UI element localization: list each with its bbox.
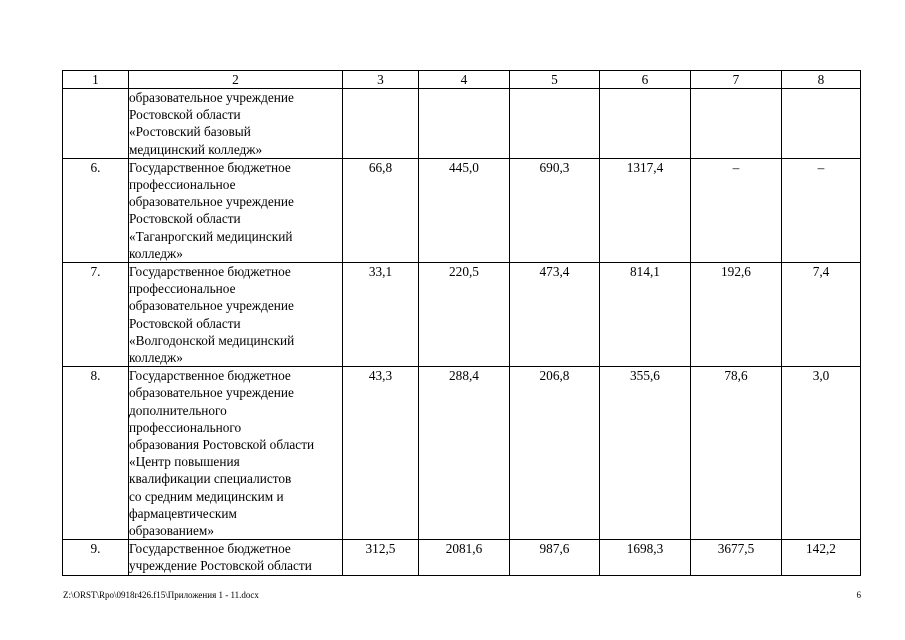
value-cell [782,89,861,159]
column-header: 8 [782,71,861,89]
table-row [63,367,861,540]
institution-name-line: образовательное учреждение [129,298,294,314]
institution-name-line: Государственное бюджетное [129,368,291,384]
row-number-cell: 7. [63,263,129,367]
value-cell: 1698,3 [600,540,691,575]
value-cell: 3677,5 [691,540,782,575]
institution-name-line: Государственное бюджетное [129,264,291,280]
institution-name-cell [129,540,343,575]
table-row [63,89,861,159]
institution-name-line: образовательное учреждение [129,90,294,105]
table-row [63,263,861,367]
institution-name-line: образованием» [129,523,214,539]
row-number-cell: 9. [63,540,129,575]
institution-name-line: профессиональное [129,281,236,297]
value-cell [510,89,600,159]
row-number-cell: 6. [63,158,129,262]
institution-name-line: образования Ростовской области [129,437,315,453]
column-header: 2 [129,71,343,89]
value-cell: 43,3 [343,367,419,540]
institution-name-cell [129,263,343,367]
value-cell [343,89,419,159]
column-header: 1 [63,71,129,89]
institution-name-line: медицинский колледж» [129,141,263,157]
institution-name-line: со средним медицинским и [129,488,284,504]
file-path: Z:\ORST\Rpo\0918r426.f15\Приложения 1 - 11.docx [63,590,259,600]
value-cell: 288,4 [419,367,510,540]
institution-name-line: профессиональное [129,177,236,193]
value-cell: 2081,6 [419,540,510,575]
institution-name-line: образовательное учреждение [129,385,294,401]
institution-name-line: колледж» [129,245,183,261]
value-cell: 355,6 [600,367,691,540]
institution-name-line: квалификации специалистов [129,471,292,487]
value-cell [419,89,510,159]
value-cell: 78,6 [691,367,782,540]
institution-name-line: «Таганрогский медицинский [129,228,293,244]
column-header: 6 [600,71,691,89]
column-header: 7 [691,71,782,89]
table-row [63,540,861,575]
value-cell: 7,4 [782,263,861,367]
row-number-cell: 8. [63,367,129,540]
value-cell: 142,2 [782,540,861,575]
institution-name-line: колледж» [129,350,183,366]
value-cell: 192,6 [691,263,782,367]
column-header: 5 [510,71,600,89]
institution-name-line: профессионального [129,419,242,435]
value-cell: 33,1 [343,263,419,367]
data-table [62,70,861,576]
institution-name-line: Государственное бюджетное [129,159,291,175]
value-cell: 206,8 [510,367,600,540]
institution-name-line: учреждение Ростовской области [129,558,312,574]
row-number-cell [63,89,129,159]
table-header-row [63,71,861,89]
institution-name-cell [129,367,343,540]
institution-name-line: дополнительного [129,402,227,418]
value-cell: 1317,4 [600,158,691,262]
institution-name-line: «Волгодонской медицинский [129,332,295,348]
value-cell: 312,5 [343,540,419,575]
value-cell: – [691,158,782,262]
value-cell [600,89,691,159]
column-header: 4 [419,71,510,89]
value-cell: 814,1 [600,263,691,367]
institution-name-line: фармацевтическим [129,505,237,521]
column-header: 3 [343,71,419,89]
institution-name-line: образовательное учреждение [129,194,294,210]
institution-name-line: Ростовской области [129,107,241,123]
table-row [63,158,861,262]
value-cell: 987,6 [510,540,600,575]
value-cell: – [782,158,861,262]
value-cell: 473,4 [510,263,600,367]
institution-name-cell [129,158,343,262]
value-cell: 3,0 [782,367,861,540]
institution-name-line: Государственное бюджетное [129,541,291,557]
institution-name-line: Ростовской области [129,315,241,331]
institution-name-line: «Ростовский базовый [129,124,251,140]
value-cell [691,89,782,159]
value-cell: 445,0 [419,158,510,262]
institution-name-line: «Центр повышения [129,454,240,470]
institution-name-line: Ростовской области [129,211,241,227]
value-cell: 220,5 [419,263,510,367]
page-number: 6 [856,590,861,600]
value-cell: 66,8 [343,158,419,262]
value-cell: 690,3 [510,158,600,262]
institution-name-cell [129,89,343,159]
